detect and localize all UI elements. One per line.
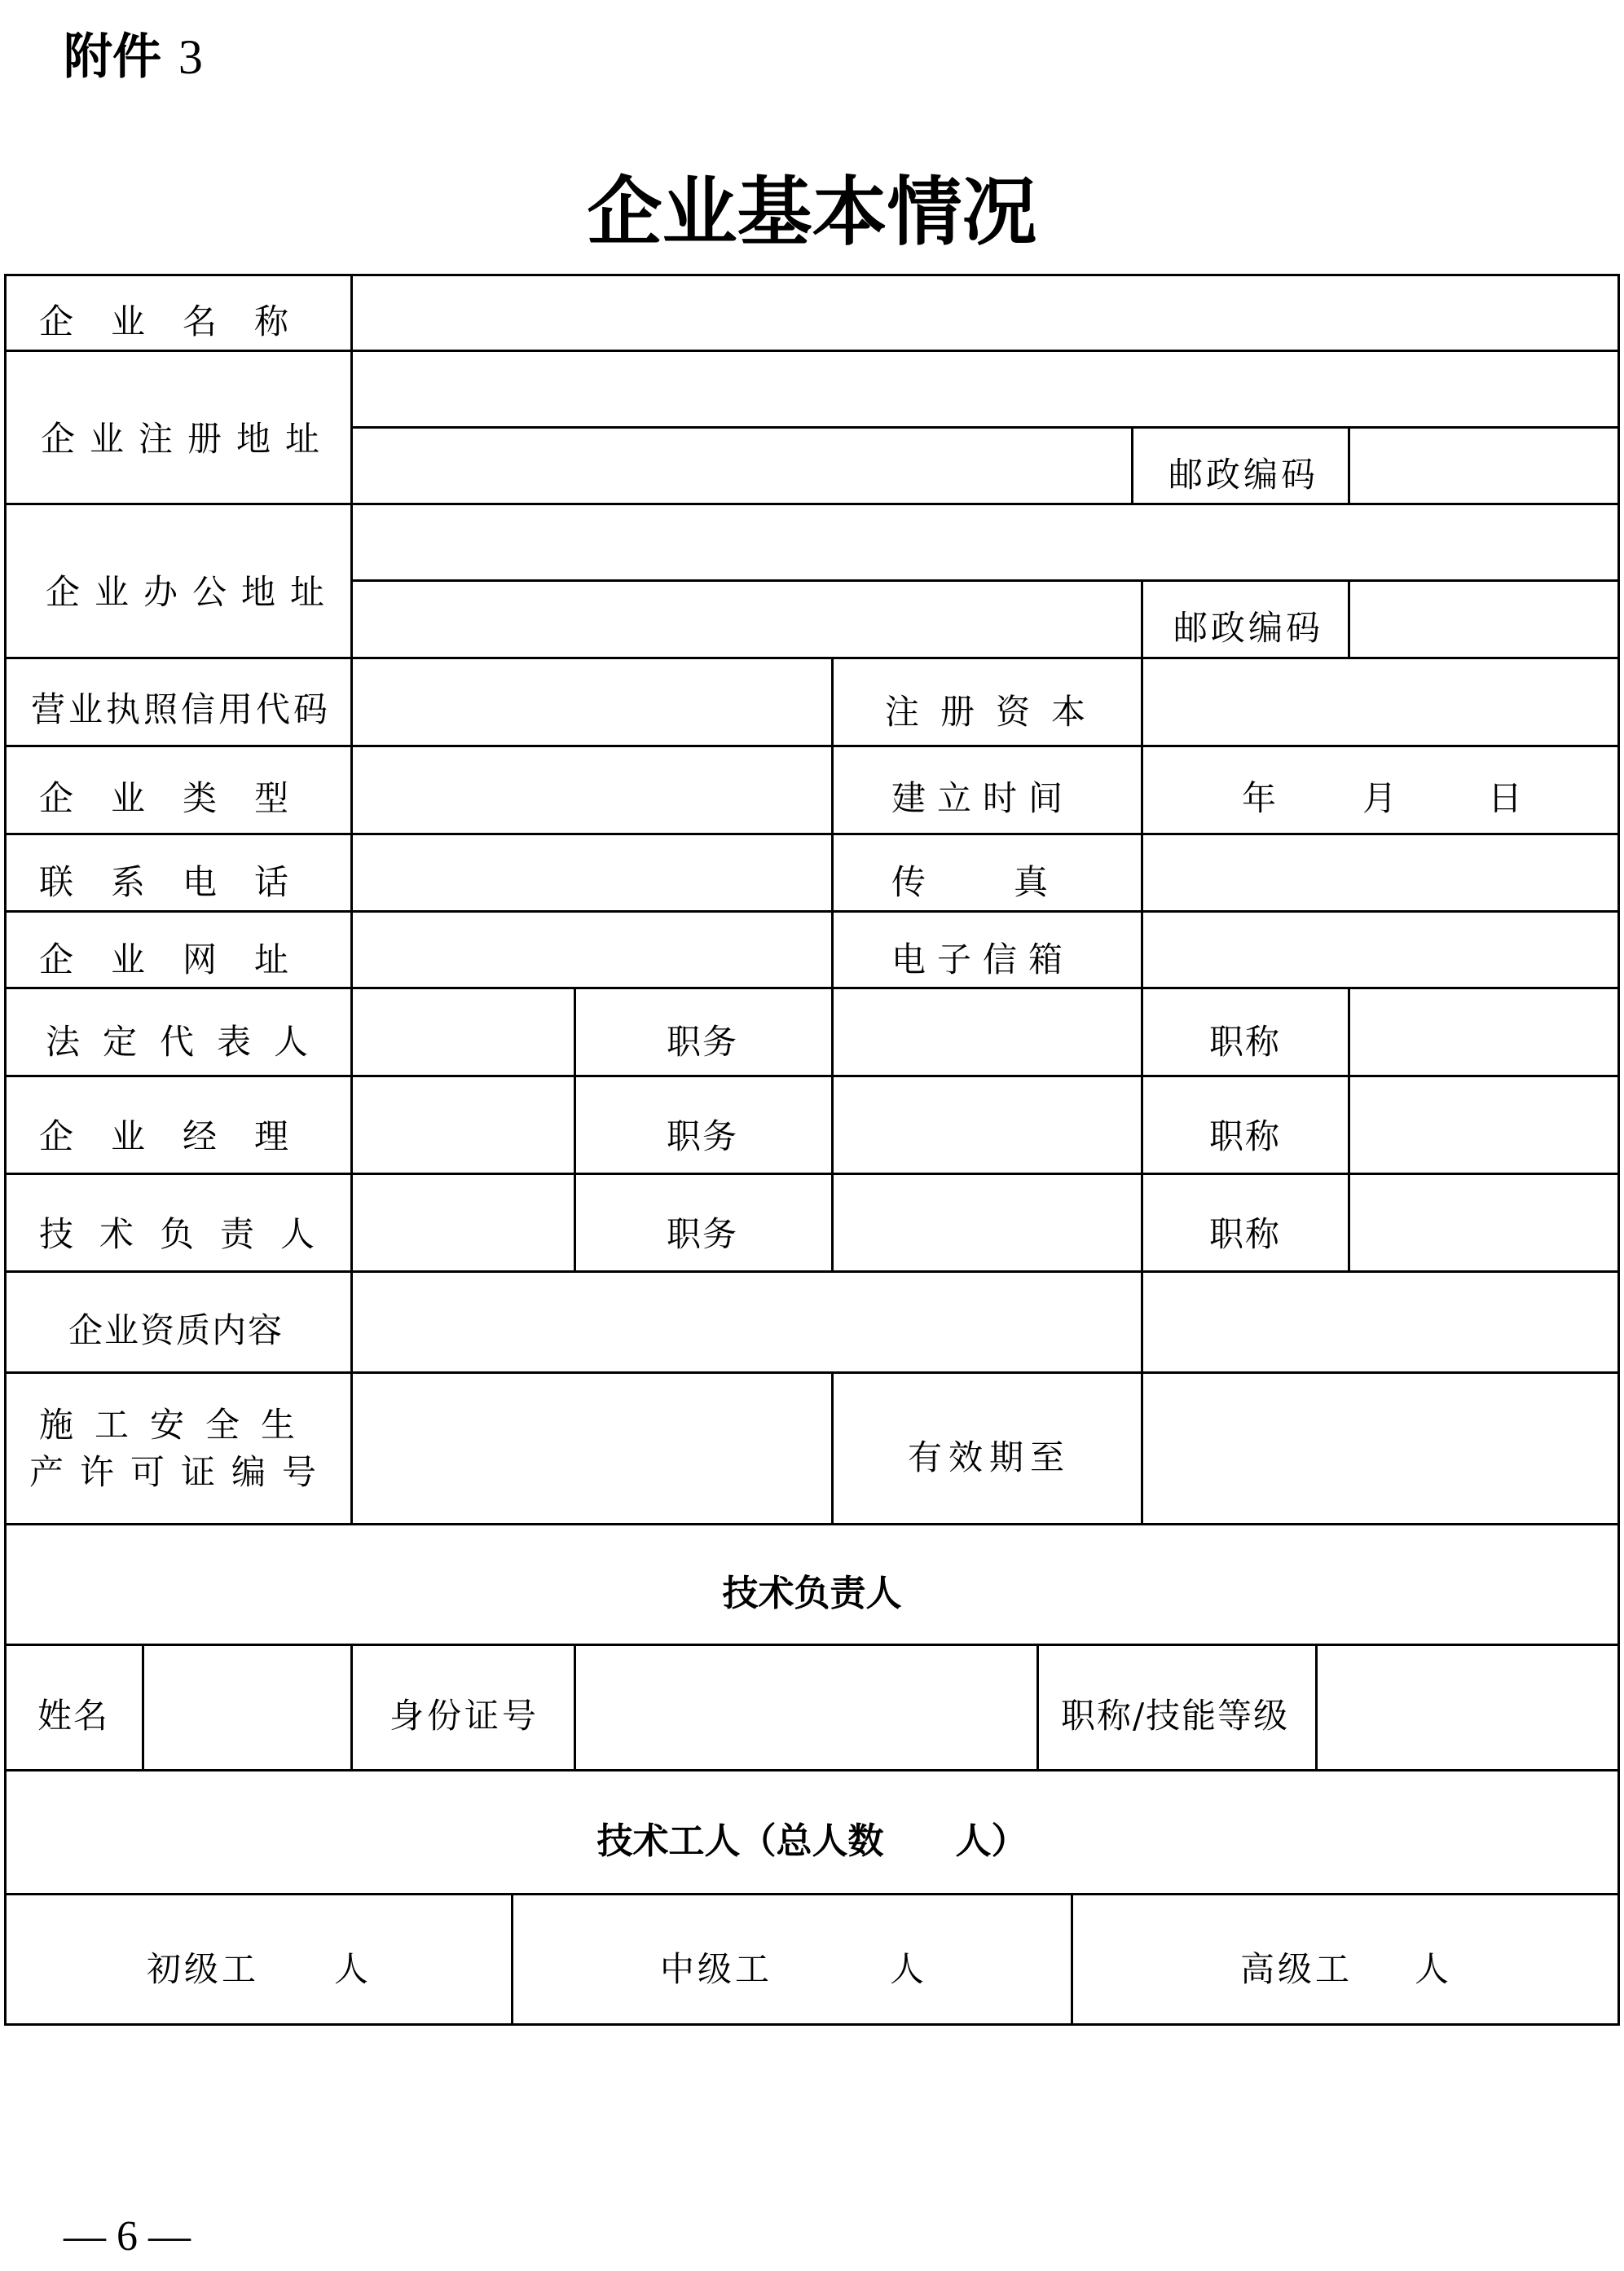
label-office-address: 企业办公地址 bbox=[46, 572, 340, 612]
label-email: 电子信箱 bbox=[891, 940, 1075, 979]
label-tech-lead: 技术负责人 bbox=[39, 1214, 341, 1254]
section-workers: 技术工人（总人数 人） bbox=[596, 1820, 1028, 1862]
label-position-manager: 职务 bbox=[667, 1116, 739, 1156]
label-fax: 传 真 bbox=[891, 862, 1055, 902]
label-license-line1: 施工安全生 bbox=[39, 1405, 317, 1445]
label-qualification: 企业资质内容 bbox=[68, 1310, 284, 1350]
label-senior: 高级工 bbox=[1240, 1949, 1353, 1989]
label-title-legal-rep: 职称 bbox=[1209, 1022, 1282, 1062]
label-date-day: 日 bbox=[1488, 778, 1523, 818]
label-company-type: 企业类型 bbox=[39, 778, 327, 818]
label-postal-code-registered: 邮政编码 bbox=[1168, 455, 1319, 495]
label-legal-rep: 法定代表人 bbox=[46, 1022, 332, 1062]
label-credit-code: 营业执照信用代码 bbox=[31, 689, 332, 729]
label-postal-code-office: 邮政编码 bbox=[1173, 608, 1324, 648]
page-title: 企业基本情况 bbox=[587, 169, 1037, 256]
label-website: 企业网址 bbox=[39, 940, 327, 979]
label-intermediate-unit: 人 bbox=[890, 1949, 925, 1989]
label-position-legal-rep: 职务 bbox=[667, 1022, 739, 1062]
page-number: — 6 — bbox=[64, 2213, 191, 2260]
label-junior: 初级工 bbox=[147, 1949, 260, 1989]
label-date-year: 年 bbox=[1242, 778, 1277, 818]
label-title-manager: 职称 bbox=[1209, 1116, 1282, 1156]
label-position-tech-lead: 职务 bbox=[667, 1214, 739, 1254]
label-company-name: 企业名称 bbox=[39, 301, 327, 341]
attachment-label: 附件 3 bbox=[64, 29, 203, 86]
label-license-line2: 产许可证编号 bbox=[29, 1452, 333, 1492]
label-manager: 企业经理 bbox=[39, 1116, 327, 1156]
label-title-tech-lead: 职称 bbox=[1209, 1214, 1282, 1254]
label-registered-address: 企业注册地址 bbox=[41, 419, 335, 459]
label-registered-capital: 注册资本 bbox=[885, 692, 1107, 732]
label-established-time: 建立时间 bbox=[891, 778, 1075, 818]
label-id-number: 身份证号 bbox=[389, 1696, 540, 1736]
label-valid-until: 有效期至 bbox=[908, 1437, 1072, 1477]
label-junior-unit: 人 bbox=[334, 1949, 369, 1989]
label-phone: 联系电话 bbox=[39, 862, 327, 902]
label-date-month: 月 bbox=[1362, 778, 1397, 818]
label-name: 姓名 bbox=[37, 1696, 110, 1736]
section-tech-lead: 技术负责人 bbox=[722, 1573, 902, 1614]
label-senior-unit: 人 bbox=[1415, 1949, 1450, 1989]
label-title-skill: 职称/技能等级 bbox=[1061, 1696, 1290, 1736]
label-intermediate: 中级工 bbox=[660, 1949, 773, 1989]
